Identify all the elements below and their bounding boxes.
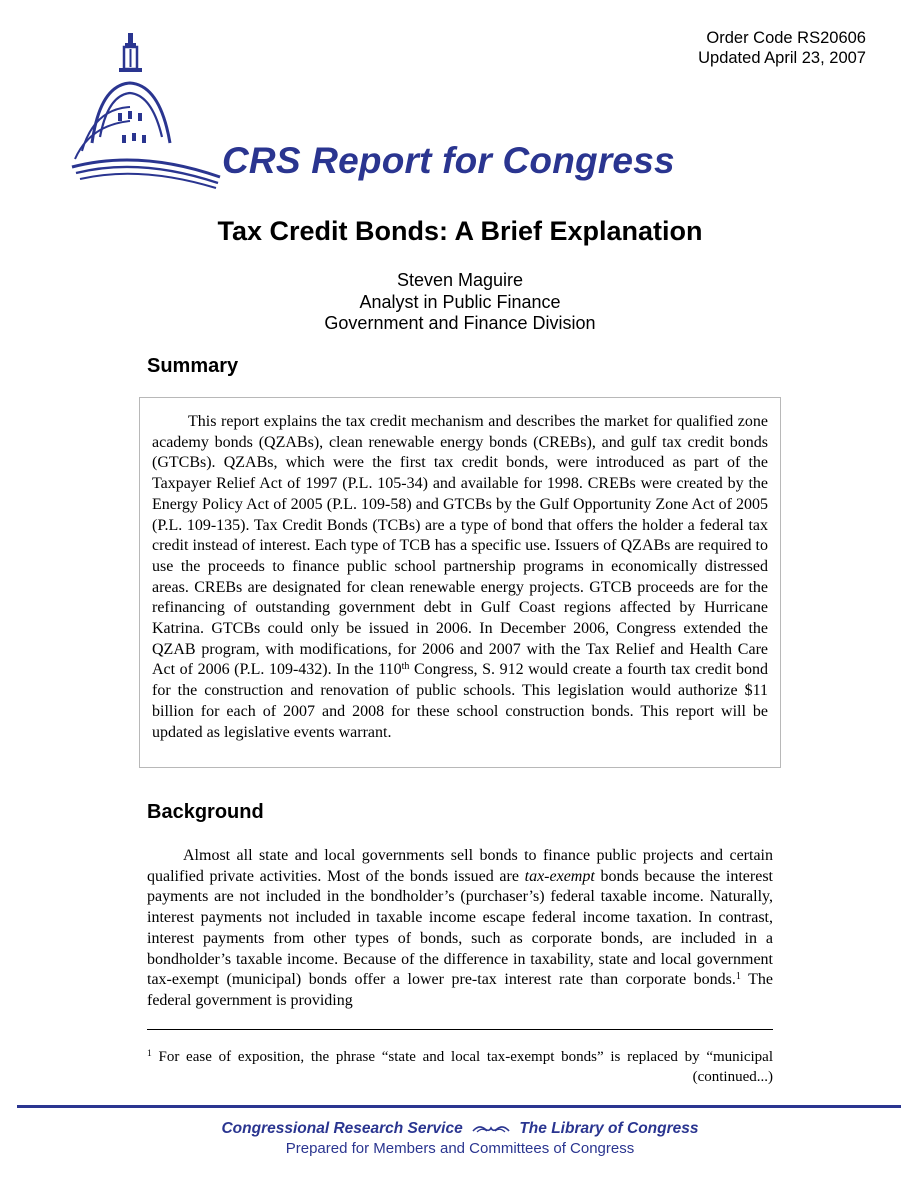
author-name: Steven Maguire — [396, 270, 524, 290]
footnote-reference[interactable]: 1 — [735, 971, 741, 983]
author-block — [0, 270, 920, 335]
footnote-text: For ease of exposition, the phrase “state and local tax-exempt bonds” is replaced by “municipal — [151, 1049, 773, 1065]
background-paragraph — [147, 846, 773, 1012]
footnote-marker: 1 — [147, 1049, 152, 1059]
footnote-continued: (continued...) — [692, 1069, 773, 1085]
summary-text-part1: This report explains the tax credit mechanism and describes the market for qualified zone academy bonds (QZABs), clean renewable energy bonds (CREBs), and gulf tax credit bonds (GTCBs). QZABs, which were the first tax credit bonds, were introduced as part of the Taxpayer Relief Act of 1997 (P.L. 105-34) and available for 1998. CREBs were created by the Energy Policy Act of 2005 (P.L. 109-58) and GTCBs by the Gulf Opportunity Zone Act of 2005 (P.L. 109-135). Tax Credit Bonds (TCBs) are a type of bond that offers the holder a federal tax credit instead of interest. Each type of TCB has a specific use. Issuers of QZABs are required to use the proceeds to finance public school partnership programs in economically distressed areas. CREBs are designated for clean renewable energy projects. GTCB proceeds are for the refinancing of outstanding government debt in Gulf Coast regions affected by Hurricane Katrina. GTCBs could only be issued in 2006. In December 2006, Congress extended the QZAB program, with modifications, for 2006 and 2007 with the Tax Relief and Health Care Act of 2006 (P.L. 109-432). In the 110 — [152, 413, 768, 679]
background-text-part1: Almost all state and local governments sell bonds to finance public projects and certain qualified private activities. Most of the bonds issued are — [147, 847, 773, 885]
summary-box — [139, 397, 781, 768]
background-italic-term: tax-exempt — [524, 867, 595, 885]
capitol-dome-icon — [70, 25, 230, 190]
superscript-th: th — [401, 661, 410, 673]
author-division: Government and Finance Division — [324, 313, 596, 333]
footer-org-line — [0, 1119, 920, 1139]
background-section — [147, 846, 773, 1012]
author-position: Analyst in Public Finance — [359, 291, 561, 312]
crs-ornament-icon — [471, 1123, 511, 1135]
background-heading: Background — [147, 801, 264, 823]
footer-divider — [17, 1105, 901, 1108]
background-text-part3: The federal government is providing — [147, 971, 774, 1009]
page-title: Tax Credit Bonds: A Brief Explanation — [217, 216, 703, 246]
footnote-divider — [147, 1029, 773, 1030]
footer-tagline: Prepared for Members and Committees of Congress — [285, 1140, 635, 1157]
order-code: Order Code RS20606 — [706, 29, 866, 47]
crs-banner: CRS Report for Congress — [222, 140, 675, 181]
background-text-part2: bonds because the interest payments are not included in the bondholder’s (purchaser’s) federal taxable income. Naturally, interest payments not included in taxable income escape federal income taxation. In contrast, interest payments from other types of bonds, such as corporate bonds, are included in a bondholder’s taxable income. Because of the difference in taxability, state and local government tax-exempt (municipal) bonds offer a lower pre-tax interest rate than corporate bonds. — [147, 867, 773, 989]
footnote-line1 — [147, 1047, 773, 1067]
updated-date: Updated April 23, 2007 — [698, 49, 866, 67]
summary-heading: Summary — [147, 355, 239, 377]
footer-library: The Library of Congress — [519, 1120, 699, 1137]
footnote — [147, 1047, 773, 1087]
order-code-block — [698, 28, 866, 68]
footer — [0, 1119, 920, 1159]
summary-text-part2: Congress, S. 912 would create a fourth tax credit bond for the construction and renovation of public schools. This legislation would authorize $11 billion for each of 2007 and 2008 for these school construction bonds. This report will be updated as legislative events warrant. — [152, 661, 768, 741]
summary-paragraph — [152, 412, 768, 743]
footer-org: Congressional Research Service — [221, 1120, 463, 1137]
